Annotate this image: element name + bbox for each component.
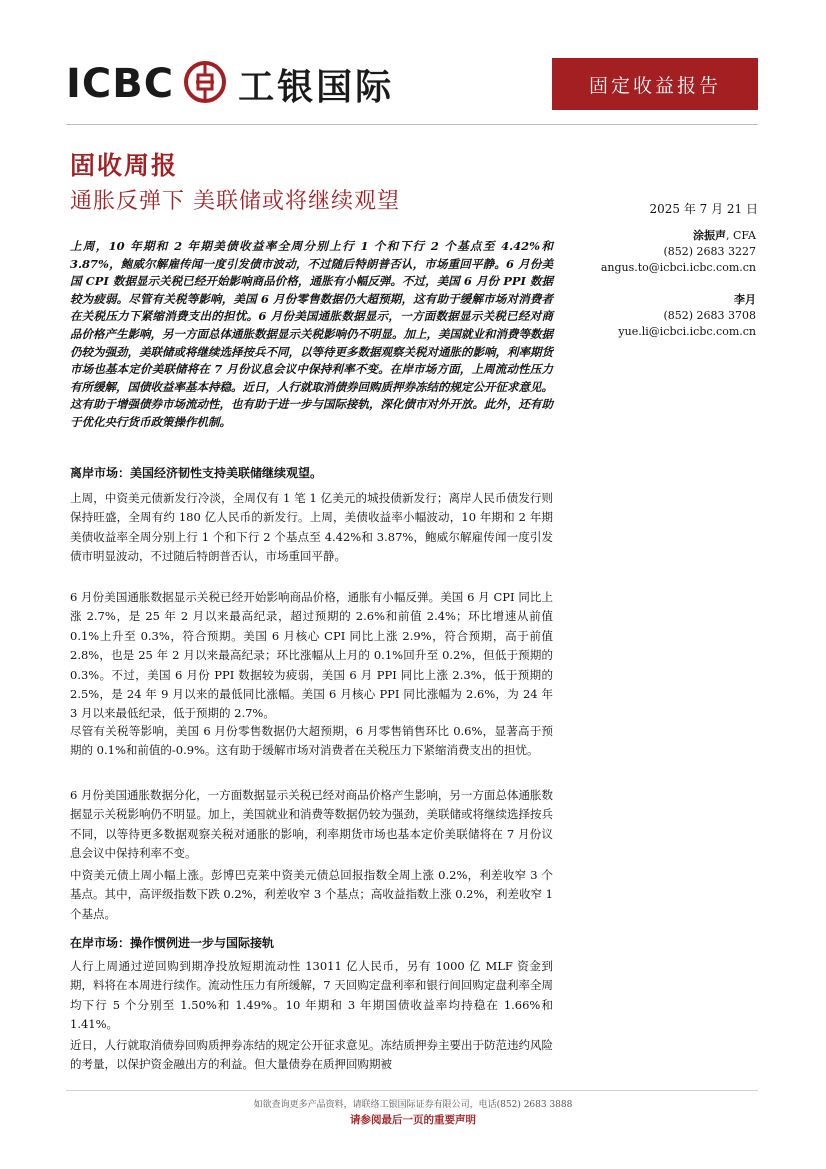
section-heading-offshore: 离岸市场：美国经济韧性支持美联储继续观望。 [70, 466, 323, 480]
paragraph: 尽管有关税等影响，美国 6 月份零售数据仍大超预期，6 月零售销售环比 0.6%，显著高于预期的 0.1%和前值的-0.9%。这有助于缓解市场对消费者在关税压力下紧缩消费支出的担忧。 [70, 724, 553, 758]
analyst-phone: (852) 2683 3227 [663, 245, 756, 258]
analyst-name: 涂振声 [692, 229, 726, 242]
footer-contact: 如欲查询更多产品资料，请联络工银国际证券有限公司，电话(852) 2683 3888 [253, 1100, 573, 1110]
paragraph: 上周，中资美元债新发行冷淡，全周仅有 1 笔 1 亿美元的城投债新发行；离岸人民币债发行则保持旺盛，全周有约 180 亿人民币的新发行。上周，美债收益率小幅波动，10 年期和 2 年期美债收益率全周分别上行 1 个和下行 2 个基点至 4.42%和 3.87%，鲍威尔解雇传闻一度引发债市明显波动，不过随后特朗普否认，市场重回平静。 [70, 491, 553, 564]
company-logo [66, 58, 394, 110]
logo-chinese-name: 工银国际 [238, 66, 395, 108]
header-divider [66, 124, 758, 125]
analyst-email[interactable]: angus.to@icbci.icbc.com.cn [600, 261, 756, 274]
report-date: 2025 年 7 月 21 日 [649, 202, 758, 216]
analyst-credential: , CFA [725, 229, 756, 242]
icbc-seal-icon [184, 61, 226, 107]
report-type-badge: 固定收益报告 [552, 58, 758, 110]
analyst-card [580, 292, 756, 340]
page-title: 固收周报 [70, 151, 179, 180]
footer-divider [66, 1090, 758, 1091]
paragraph: 6 月份美国通胀数据显示关税已经开始影响商品价格，通胀有小幅反弹。美国 6 月 CPI 同比上涨 2.7%，是 25 年 2 月以来最高纪录，超过预期的 2.6%和前值 2.4%；环比增速从前值 0.1%上升至 0.3%，符合预期。美国 6 月核心 CPI 同比上涨 2.9%，符合预期，高于前值 2.8%，也是 25 年 2 月以来最高纪录；环比涨幅从上月的 0.1%回升至 0.2%，但低于预期的 0.3%。不过，美国 6 月份 PPI 数据较为疲弱，美国 6 月 PPI 同比上涨 2.3%，低于预期的 2.5%，是 24 年 9 月以来的最低同比涨幅。美国 6 月核心 PPI 同比涨幅为 2.6%，为 24 年 3 月以来最低纪录，低于预期的 2.7%。 [70, 590, 553, 721]
footer-disclaimer-notice[interactable]: 请参阅最后一页的重要声明 [350, 1114, 476, 1126]
logo-wordmark: ICBC [66, 61, 175, 107]
section-heading-onshore: 在岸市场：操作惯例进一步与国际接轨 [70, 936, 275, 950]
analyst-phone: (852) 2683 3708 [663, 309, 756, 322]
analyst-name: 李月 [734, 293, 756, 306]
executive-summary: 上周，10 年期和 2 年期美债收益率全周分别上行 1 个和下行 2 个基点至 4.42%和 3.87%，鲍威尔解雇传闻一度引发债市波动，不过随后特朗普否认，市场重回平静。6 月份美国 CPI 数据显示关税已经开始影响商品价格，通胀有小幅反弹。不过，美国 6 月份 PPI 数据较为疲弱。尽管有关税等影响，美国 6 月份零售数据仍大超预期，这有助于缓解市场对消费者在关税压力下紧缩消费支出的担忧。6 月份美国通胀数据显示，一方面数据显示关税已经对商品价格产生影响，另一方面总体通胀数据显示关税影响仍不明显。加上，美国就业和消费等数据仍较为强劲，美联储或将继续选择按兵不同，以等待更多数据观察关税对通胀的影响，利率期货市场也基本定价美联储将在 7 月份议息会议中保持利率不变。在岸市场方面，上周流动性压力有所缓解，国债收益率基本持稳。近日，人行就取消债券回购质押券冻结的规定公开征求意见。这有助于增强债券市场流动性，也有助于进一步与国际接轨，深化债市对外开放。此外，还有助于优化央行货币政策操作机制。 [70, 239, 553, 429]
paragraph: 6 月份美国通胀数据分化，一方面数据显示关税已经对商品价格产生影响，另一方面总体通胀数据显示关税影响仍不明显。加上，美国就业和消费等数据仍较为强劲，美联储或将继续选择按兵不同，以等待更多数据观察关税对通胀的影响，利率期货市场也基本定价美联储将在 7 月份议息会议中保持利率不变。 [70, 788, 553, 861]
paragraph: 人行上周通过逆回购到期净投放短期流动性 13011 亿人民币，另有 1000 亿 MLF 资金到期，料将在本周进行续作。流动性压力有所缓解，7 天回购定盘利率和银行间回购定盘利率全周均下行 5 个分别至 1.50%和 1.49%。10 年期和 3 年期国债收益率均持稳在 1.66%和 1.41%。 [70, 959, 553, 1032]
page-subtitle: 通胀反弹下 美联储或将继续观望 [70, 189, 400, 214]
analyst-card [580, 228, 756, 276]
paragraph: 近日，人行就取消债券回购质押券冻结的规定公开征求意见。冻结质押券主要出于防范违约风险的考量，以保护资金融出方的利益。但大量债券在质押回购期被 [70, 1038, 553, 1072]
analyst-contacts [580, 228, 756, 356]
paragraph: 中资美元债上周小幅上涨。彭博巴克莱中资美元债总回报指数全周上涨 0.2%，利差收窄 3 个基点。其中，高评级指数下跌 0.2%，利差收窄 3 个基点；高收益指数上涨 0.2%，利差收窄 1 个基点。 [70, 868, 553, 921]
analyst-email[interactable]: yue.li@icbci.icbc.com.cn [618, 325, 756, 338]
